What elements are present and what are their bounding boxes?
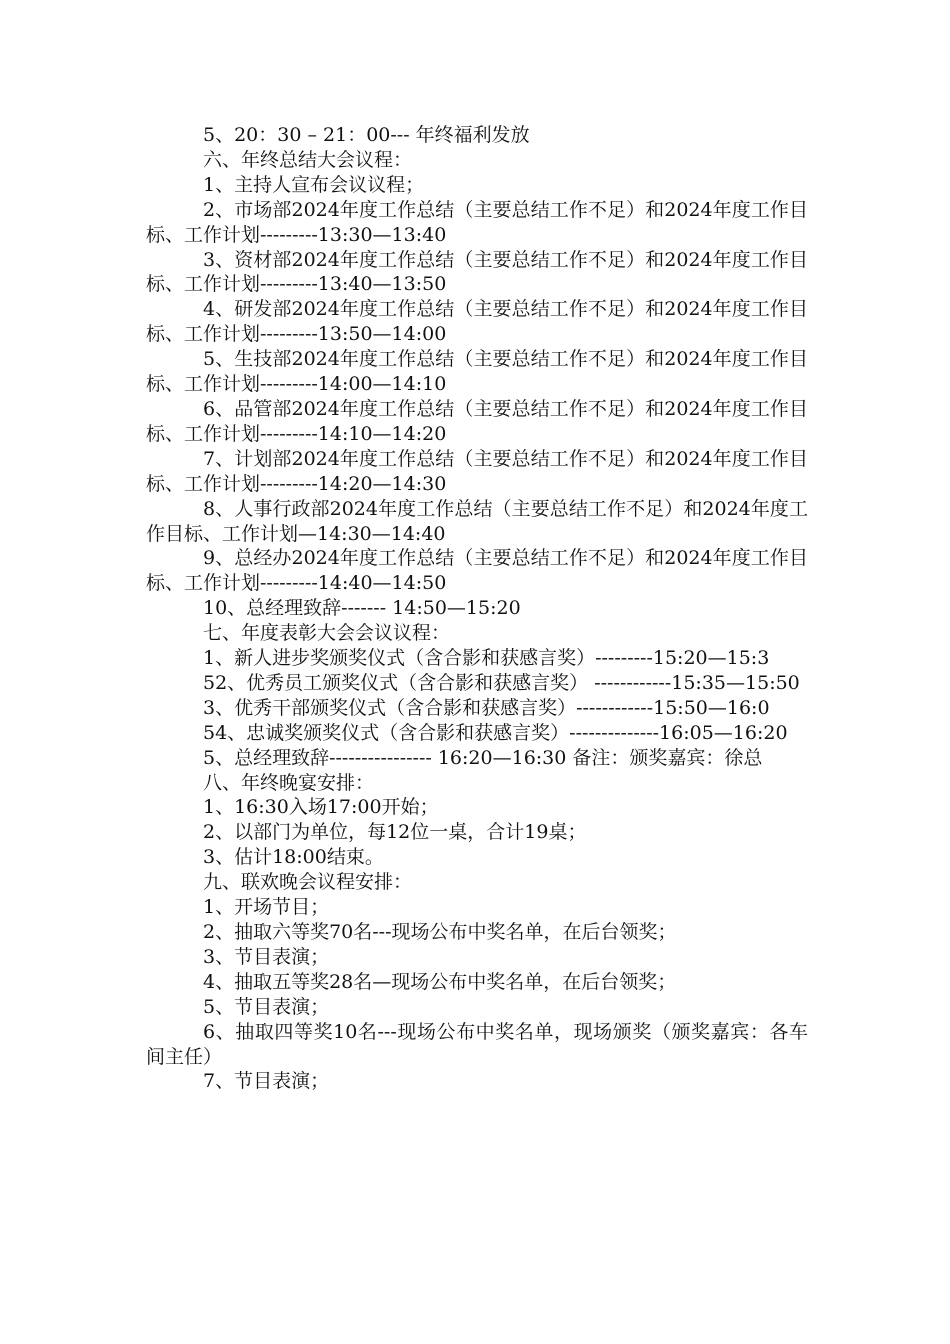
gala-item: 6、抽取四等奖10名---现场公布中奖名单，现场颁奖（颁奖嘉宾：各车间主任） [146,1020,808,1068]
heading-award-agenda: 七、年度表彰大会会议议程： [203,622,451,645]
document-body [146,123,808,1094]
banquet-item: 3、估计18:00结束。 [203,846,384,869]
gala-item: 3、节目表演； [203,945,330,968]
heading-banquet: 八、年终晚宴安排： [203,771,375,794]
agenda-item: 7、计划部2024年度工作总结（主要总结工作不足）和2024年度工作目标、工作计划---------14:20—14:30 [146,447,808,495]
agenda-item: 8、人事行政部2024年度工作总结（主要总结工作不足）和2024年度工作目标、工作计划—14:30—14:40 [146,497,808,545]
agenda-item: 4、研发部2024年度工作总结（主要总结工作不足）和2024年度工作目标、工作计划---------13:50—14:00 [146,298,808,346]
banquet-item: 1、16:30入场17:00开始； [203,796,439,819]
award-item: 3、优秀干部颁奖仪式（含合影和获感言奖）------------15:50—16:0 [203,696,770,719]
agenda-item: 6、品管部2024年度工作总结（主要总结工作不足）和2024年度工作目标、工作计划---------14:10—14:20 [146,397,808,445]
award-item: 5、总经理致辞---------------- 16:20—16:30 备注：颁奖嘉宾：徐总 [203,746,763,769]
heading-gala: 九、联欢晚会议程安排： [203,871,413,894]
banquet-item: 2、以部门为单位，每12位一桌，合计19桌； [203,821,587,844]
heading-summary-agenda: 六、年终总结大会议程： [203,148,413,171]
gala-item: 5、节目表演； [203,995,330,1018]
award-item: 1、新人进步奖颁奖仪式（含合影和获感言奖）---------15:20—15:3 [203,647,770,670]
agenda-item: 9、总经办2024年度工作总结（主要总结工作不足）和2024年度工作目标、工作计划---------14:40—14:50 [146,547,808,595]
award-item: 52、优秀员工颁奖仪式（含合影和获感言奖） ------------15:35—15:50 [203,671,800,694]
gala-item: 4、抽取五等奖28名—现场公布中奖名单，在后台领奖； [203,970,677,993]
gala-item: 1、开场节目； [203,896,330,919]
gala-item: 7、节目表演； [203,1070,330,1093]
agenda-item: 2、市场部2024年度工作总结（主要总结工作不足）和2024年度工作目标、工作计划---------13:30—13:40 [146,198,808,246]
agenda-item: 5、生技部2024年度工作总结（主要总结工作不足）和2024年度工作目标、工作计划---------14:00—14:10 [146,348,808,396]
agenda-item: 3、资材部2024年度工作总结（主要总结工作不足）和2024年度工作目标、工作计划---------13:40—13:50 [146,248,808,296]
award-item: 54、忠诚奖颁奖仪式（含合影和获感言奖）--------------16:05—16:20 [203,721,788,744]
paragraph-welfare: 5、20：30 – 21：00--- 年终福利发放 [203,124,530,146]
agenda-item: 10、总经理致辞------- 14:50—15:20 [203,597,521,620]
gala-item: 2、抽取六等奖70名---现场公布中奖名单，在后台领奖； [203,921,677,943]
agenda-item: 1、主持人宣布会议议程； [203,173,425,196]
